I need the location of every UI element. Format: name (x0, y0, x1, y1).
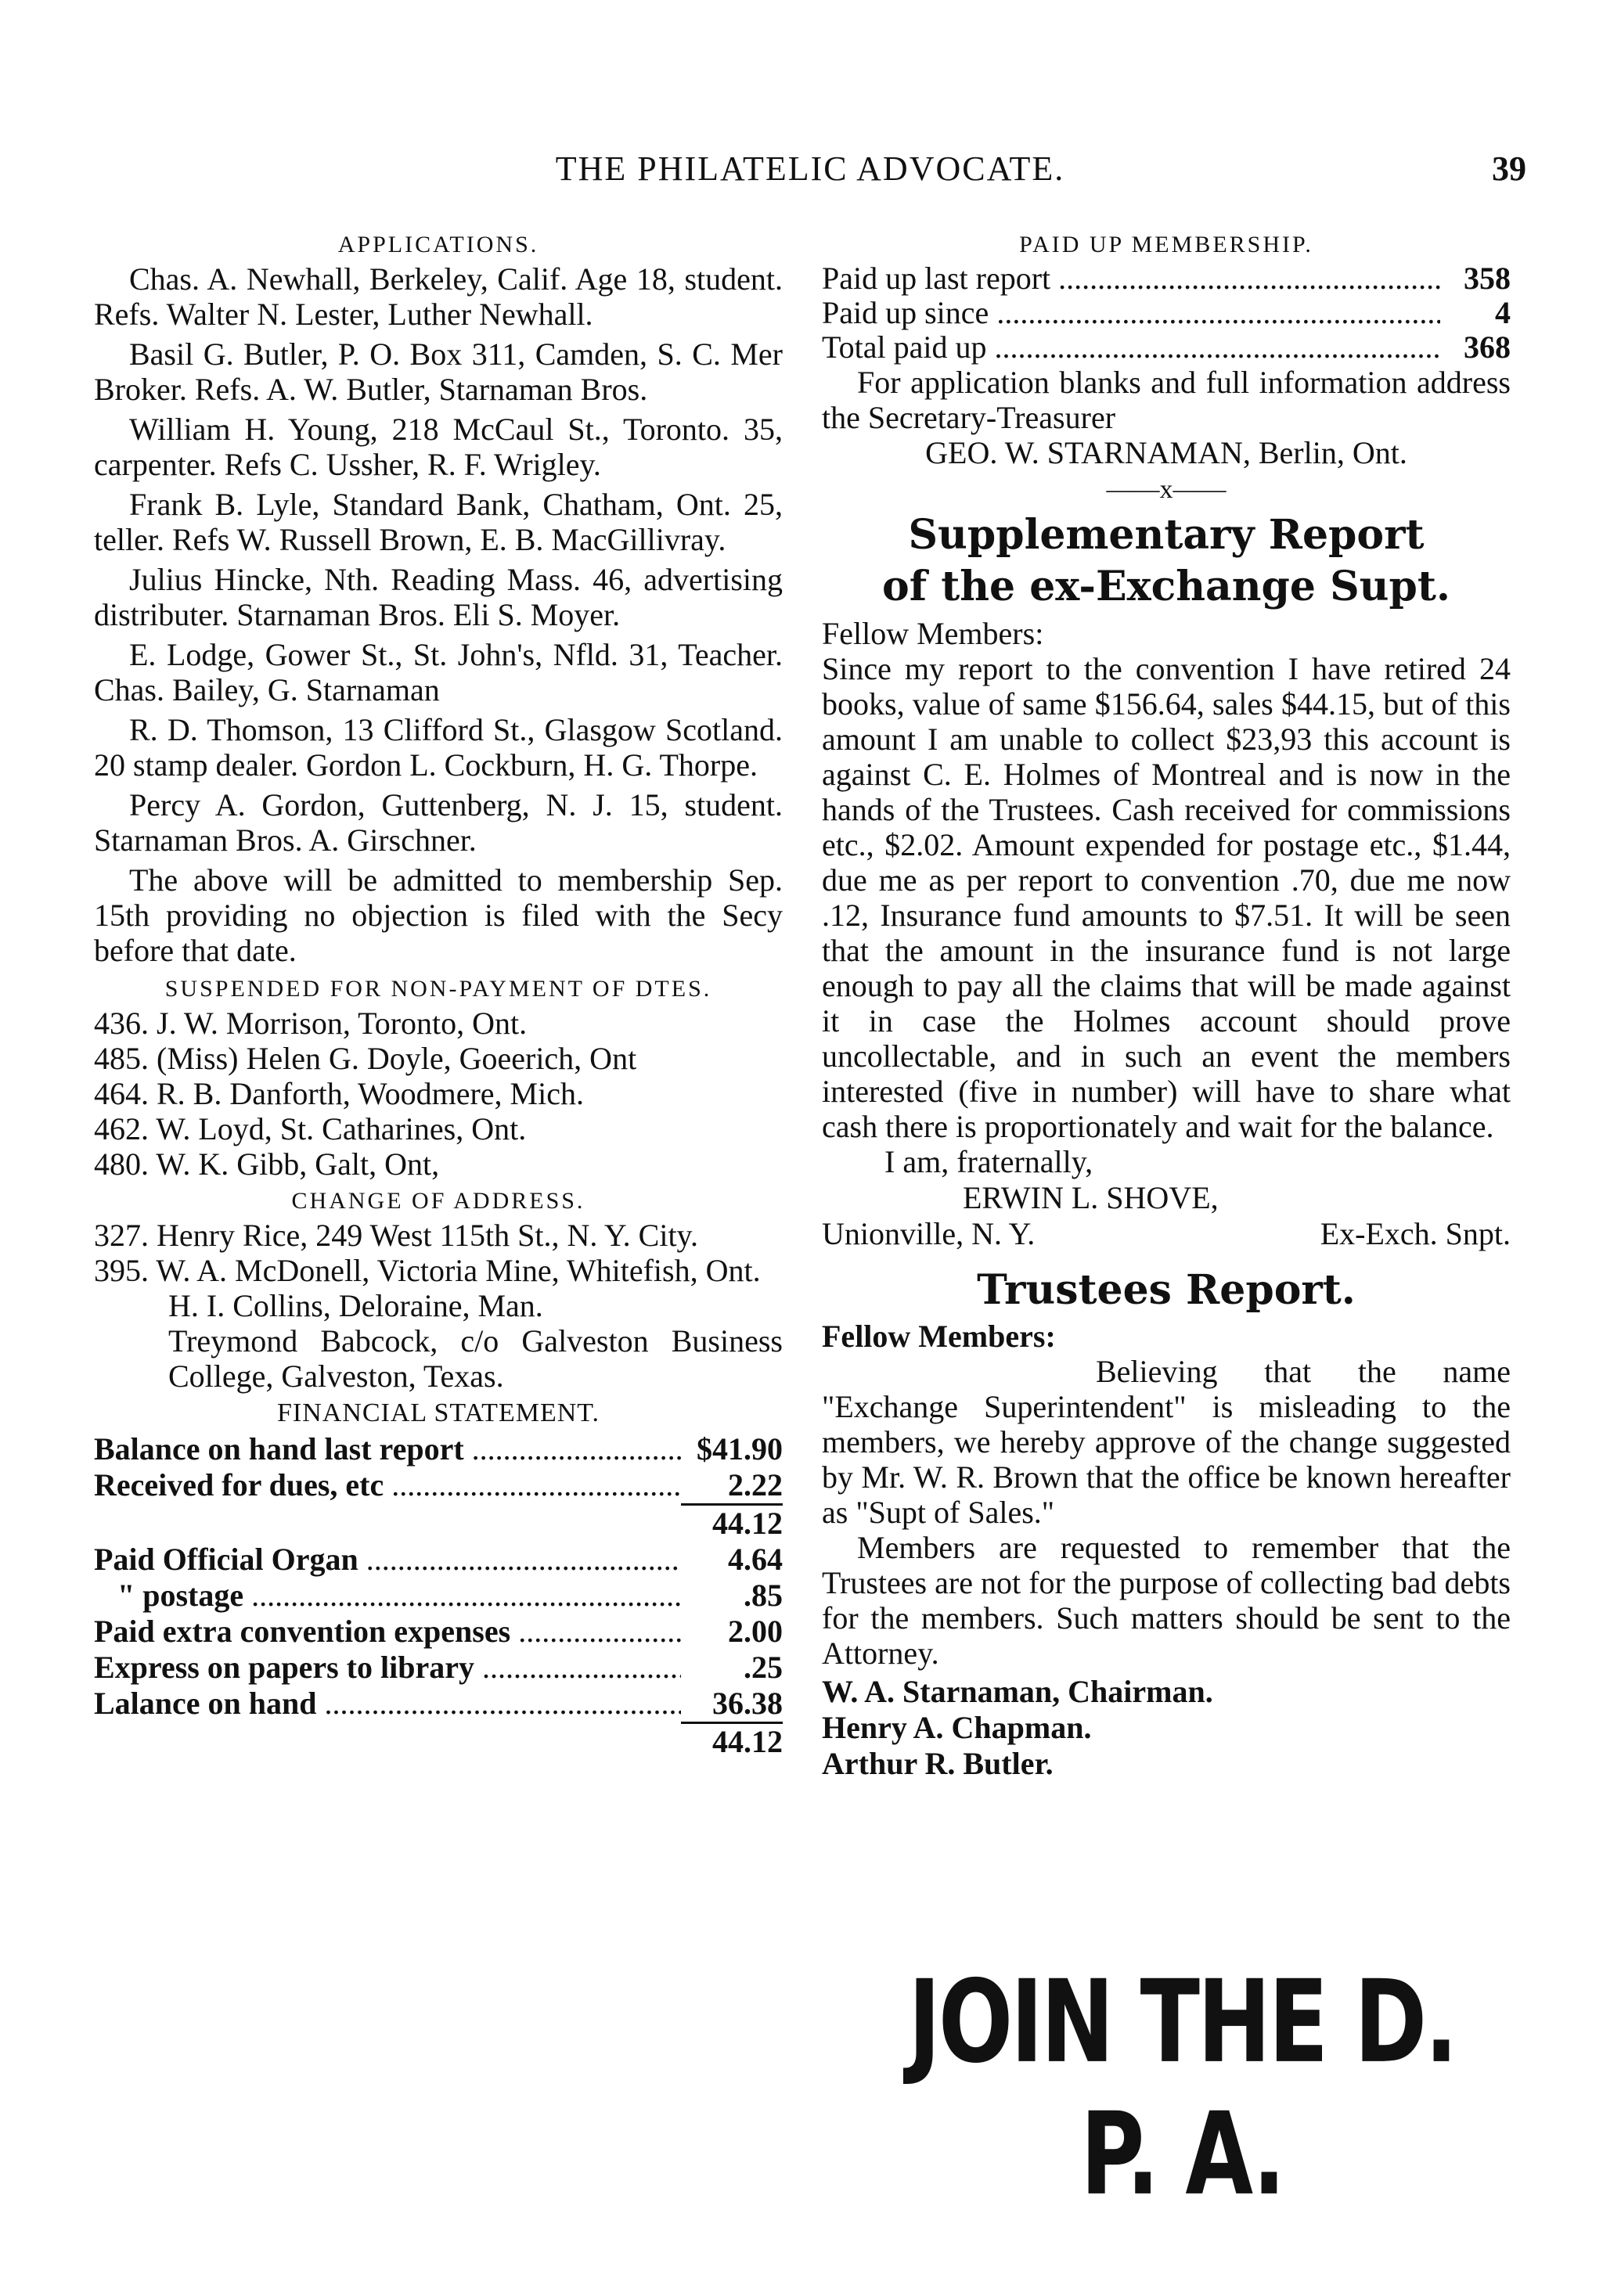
paid-up-note: For application blanks and full information address the Secretary-Treasurer (822, 365, 1511, 435)
section-separator: ——x—— (1106, 475, 1227, 504)
financial-row: Balance on hand last report ..... $41.90 (94, 1431, 783, 1467)
application-entry: R. D. Thomson, 13 Clifford St., Glasgow Scotland. 20 stamp dealer. Gordon L. Cockburn, H. G. Thorpe. (94, 712, 783, 783)
financial-row: Paid extra convention expenses ..... 2.00 (94, 1614, 783, 1650)
paid-up-row: Total paid up ..... 368 (822, 330, 1511, 365)
financial-row: Received for dues, etc ..... 2.22 (94, 1467, 783, 1506)
supplementary-title: Ex-Exch. Snpt. (1320, 1216, 1511, 1251)
financial-total: 44.12 (712, 1724, 783, 1759)
financial-row: Lalance on hand ..... 36.38 (94, 1686, 783, 1724)
financial-heading: FINANCIAL STATEMENT. (276, 1398, 600, 1427)
page-number: 39 (1492, 149, 1526, 188)
applications-note: The above will be admitted to membership Sep. 15th providing no objection is filed with the Secy before that date. (94, 862, 783, 968)
paid-up-heading: PAID UP MEMBERSHIP. (1019, 232, 1313, 257)
supplementary-heading: Supplementary Report of the ex-Exchange Supt. (882, 511, 1450, 610)
right-column (822, 227, 1511, 1782)
financial-row: " postage ..... .85 (94, 1578, 783, 1614)
application-entry: Frank B. Lyle, Standard Bank, Chatham, Ont. 25, teller. Refs W. Russell Brown, E. B. MacGillivray. (94, 487, 783, 557)
change-of-address-heading: CHANGE OF ADDRESS. (291, 1188, 585, 1214)
application-entry: Basil G. Butler, P. O. Box 311, Camden, S. C. Mer Broker. Refs. A. W. Butler, Starnaman Bros. (94, 336, 783, 407)
application-entry: William H. Young, 218 McCaul St., Toronto. 35, carpenter. Refs C. Ussher, R. F. Wrigley. (94, 412, 783, 482)
page-header (94, 149, 1526, 196)
application-entry: Chas. A. Newhall, Berkeley, Calif. Age 18, student. Refs. Walter N. Lester, Luther Newhall. (94, 261, 783, 332)
supplementary-body: Since my report to the convention I have retired 24 books, value of same $156.64, sales $44.15, but of this amount I am unable to collect $23,93 this account is against C. E. Holmes of Montreal and is now in the hands of the Trustees. Cash received for commissions etc., $2.02. Amount expended for postage etc., $1.44, due me as per report to convention .70, due me now .12, Insurance fund amounts to $7.51. It will be seen that the amount in the insurance fund is not large enough to pay all the claims that will be made against it in case the Holmes account should prove uncollectable, and in such an event the members interested (five in number) will have to share what cash there is proportionately and wait for the balance. (822, 651, 1511, 1144)
trustee-signer: Henry A. Chapman. (822, 1710, 1092, 1745)
financial-subtotal: 44.12 (712, 1506, 783, 1541)
supplementary-signoff (822, 1216, 1511, 1252)
trustees-para1: Believing that the name "Exchange Superintendent" is misleading to the members, we hereby approve of the change suggested by Mr. W. R. Brown that the office be known hereafter as "Supt of Sales." (822, 1354, 1511, 1530)
application-entry: Julius Hincke, Nth. Reading Mass. 46, advertising distributer. Starnaman Bros. Eli S. Moyer. (94, 562, 783, 632)
financial-row: Express on papers to library ..... .25 (94, 1650, 783, 1686)
suspended-entry: 464. R. B. Danforth, Woodmere, Mich. (94, 1076, 584, 1111)
applications-heading: APPLICATIONS. (337, 232, 539, 257)
address-change-entry: 395. W. A. McDonell, Victoria Mine, Whitefish, Ont. (94, 1253, 761, 1288)
address-change-entry: Treymond Babcock, c/o Galveston Business College, Galveston, Texas. (168, 1323, 783, 1394)
address-change-entry: H. I. Collins, Deloraine, Man. (168, 1288, 543, 1323)
join-banner: JOIN THE D. P. A. (908, 1956, 1456, 2221)
application-entry: E. Lodge, Gower St., St. John's, Nfld. 31, Teacher. Chas. Bailey, G. Starnaman (94, 637, 783, 707)
financial-row: Paid Official Organ ..... 4.64 (94, 1542, 783, 1578)
trustees-salutation: Fellow Members: (822, 1319, 1056, 1354)
trustee-signer: Arthur R. Butler. (822, 1746, 1054, 1781)
suspended-entry: 480. W. K. Gibb, Galt, Ont, (94, 1146, 440, 1182)
trustee-signer: W. A. Starnaman, Chairman. (822, 1674, 1213, 1709)
supplementary-closing: I am, fraternally, (884, 1144, 1093, 1179)
application-entry: Percy A. Gordon, Guttenberg, N. J. 15, student. Starnaman Bros. A. Girschner. (94, 787, 783, 858)
supplementary-name: ERWIN L. SHOVE, (963, 1180, 1219, 1215)
publication-title: THE PHILATELIC ADVOCATE. (555, 149, 1065, 188)
left-column (94, 227, 783, 1760)
financial-statement (94, 1431, 783, 1760)
trustees-heading: Trustees Report. (977, 1266, 1356, 1314)
suspended-entry: 485. (Miss) Helen G. Doyle, Goeerich, Ont (94, 1041, 637, 1076)
supplementary-salutation: Fellow Members: (822, 616, 1044, 651)
paid-up-row: Paid up since ..... 4 (822, 296, 1511, 330)
suspended-heading: SUSPENDED FOR NON-PAYMENT OF DTES. (164, 976, 712, 1002)
trustees-para2: Members are requested to remember that the Trustees are not for the purpose of collecting bad debts for the members. Such matters should be sent to the Attorney. (822, 1530, 1511, 1671)
supplementary-place: Unionville, N. Y. (822, 1216, 1036, 1251)
address-change-entry: 327. Henry Rice, 249 West 115th St., N. Y. City. (94, 1218, 698, 1253)
suspended-entry: 436. J. W. Morrison, Toronto, Ont. (94, 1006, 528, 1041)
suspended-entry: 462. W. Loyd, St. Catharines, Ont. (94, 1111, 527, 1146)
secretary-signature: GEO. W. STARNAMAN, Berlin, Ont. (925, 435, 1407, 470)
paid-up-row: Paid up last report ..... 358 (822, 261, 1511, 296)
